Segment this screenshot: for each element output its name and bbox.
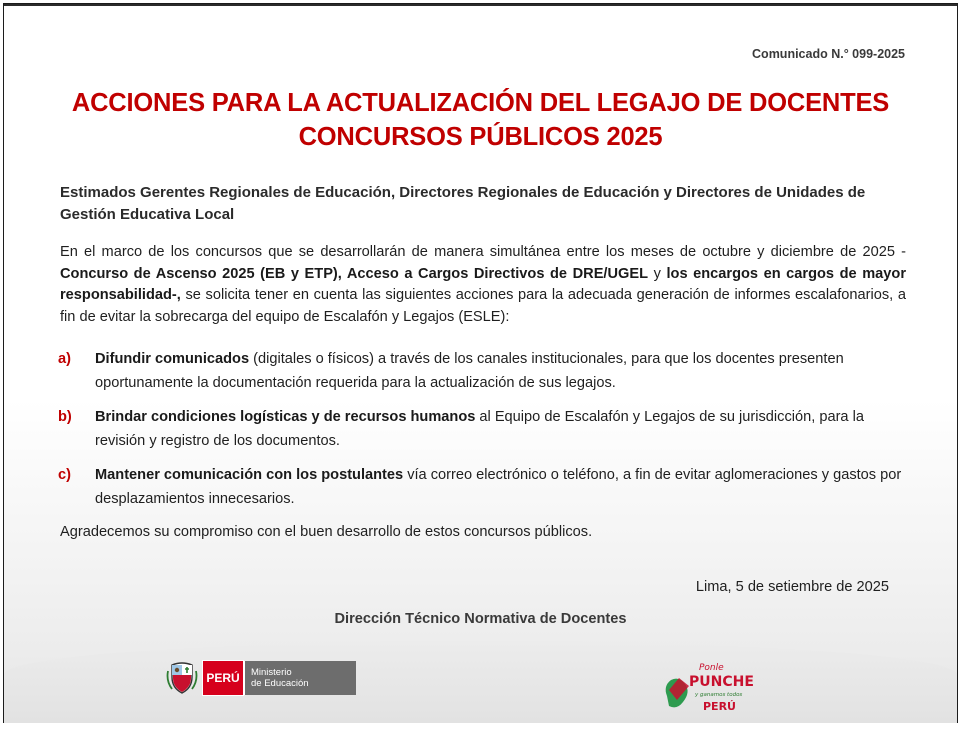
item-text: vía correo electrónico o teléfono, a fin de evitar aglomeraciones y gastos por desplazamientos innecesarios.	[95, 467, 902, 507]
ministerio-line-1: Ministerio	[251, 667, 292, 678]
title-line-1: ACCIONES PARA LA ACTUALIZACIÓN DEL LEGAJO DE DOCENTES	[71, 89, 890, 117]
minedu-logo	[166, 659, 356, 697]
punche-text-3: y ganamos todos	[695, 692, 743, 698]
intro-text-3: se solicita tener en cuenta las siguientes acciones para la adecuada generación de informes escalafonarios, a fin de evitar la sobrecarga del equipo de Escalafón y Legajos (ESLE):	[60, 287, 906, 325]
coat-of-arms-icon	[166, 661, 198, 695]
punche-text-2: PUNCHE	[689, 674, 754, 690]
list-item	[58, 347, 907, 395]
item-letter: a)	[58, 351, 71, 367]
item-text: (digitales o físicos) a través de los canales institucionales, para que los docentes presenten oportunamente la documentación requerida para la actualización de sus legajos.	[95, 351, 844, 391]
item-letter: b)	[58, 409, 72, 425]
ponle-punche-logo	[659, 656, 754, 718]
title-line-2: CONCURSOS PÚBLICOS 2025	[298, 123, 663, 151]
document-title	[4, 86, 957, 154]
comunicado-number: Comunicado N.° 099-2025	[752, 47, 905, 61]
intro-bold-1: Concurso de Ascenso 2025 (EB y ETP), Acceso a Cargos Directivos de DRE/UGEL	[60, 265, 649, 282]
intro-text-2: y	[648, 265, 667, 282]
item-bold: Mantener comunicación con los postulantes	[95, 467, 404, 483]
date-line: Lima, 5 de setiembre de 2025	[695, 579, 889, 595]
intro-paragraph	[60, 242, 906, 328]
action-list	[58, 347, 907, 521]
item-bold: Difundir comunicados	[95, 351, 250, 367]
ministerio-label	[244, 661, 356, 695]
item-letter: c)	[58, 467, 71, 483]
item-text: al Equipo de Escalafón y Legajos de su jurisdicción, para la revisión y registro de los documentos.	[95, 409, 864, 449]
item-bold: Brindar condiciones logísticas y de recursos humanos	[95, 409, 476, 425]
punche-text-4: PERÚ	[703, 700, 736, 713]
footer-band	[4, 641, 957, 723]
closing-text: Agradecemos su compromiso con el buen desarrollo de estos concursos públicos.	[60, 524, 593, 540]
intro-text-1: En el marco de los concursos que se desarrollarán de manera simultánea entre los meses de octubre y diciembre de 2025 -	[60, 244, 906, 260]
list-item	[58, 405, 907, 453]
ministerio-line-2: de Educación	[251, 677, 309, 689]
peru-label: PERÚ	[202, 660, 244, 696]
punche-text-1: Ponle	[699, 663, 724, 673]
document-page	[3, 3, 958, 723]
addressee: Estimados Gerentes Regionales de Educación, Directores Regionales de Educación y Directores de Unidades de Gestión Educativa Local	[60, 184, 866, 223]
top-border	[4, 4, 957, 6]
list-item	[58, 463, 907, 511]
intro-bold-2: los encargos en cargos de mayor responsabilidad-,	[60, 265, 906, 303]
signature: Dirección Técnico Normativa de Docentes	[334, 611, 627, 627]
